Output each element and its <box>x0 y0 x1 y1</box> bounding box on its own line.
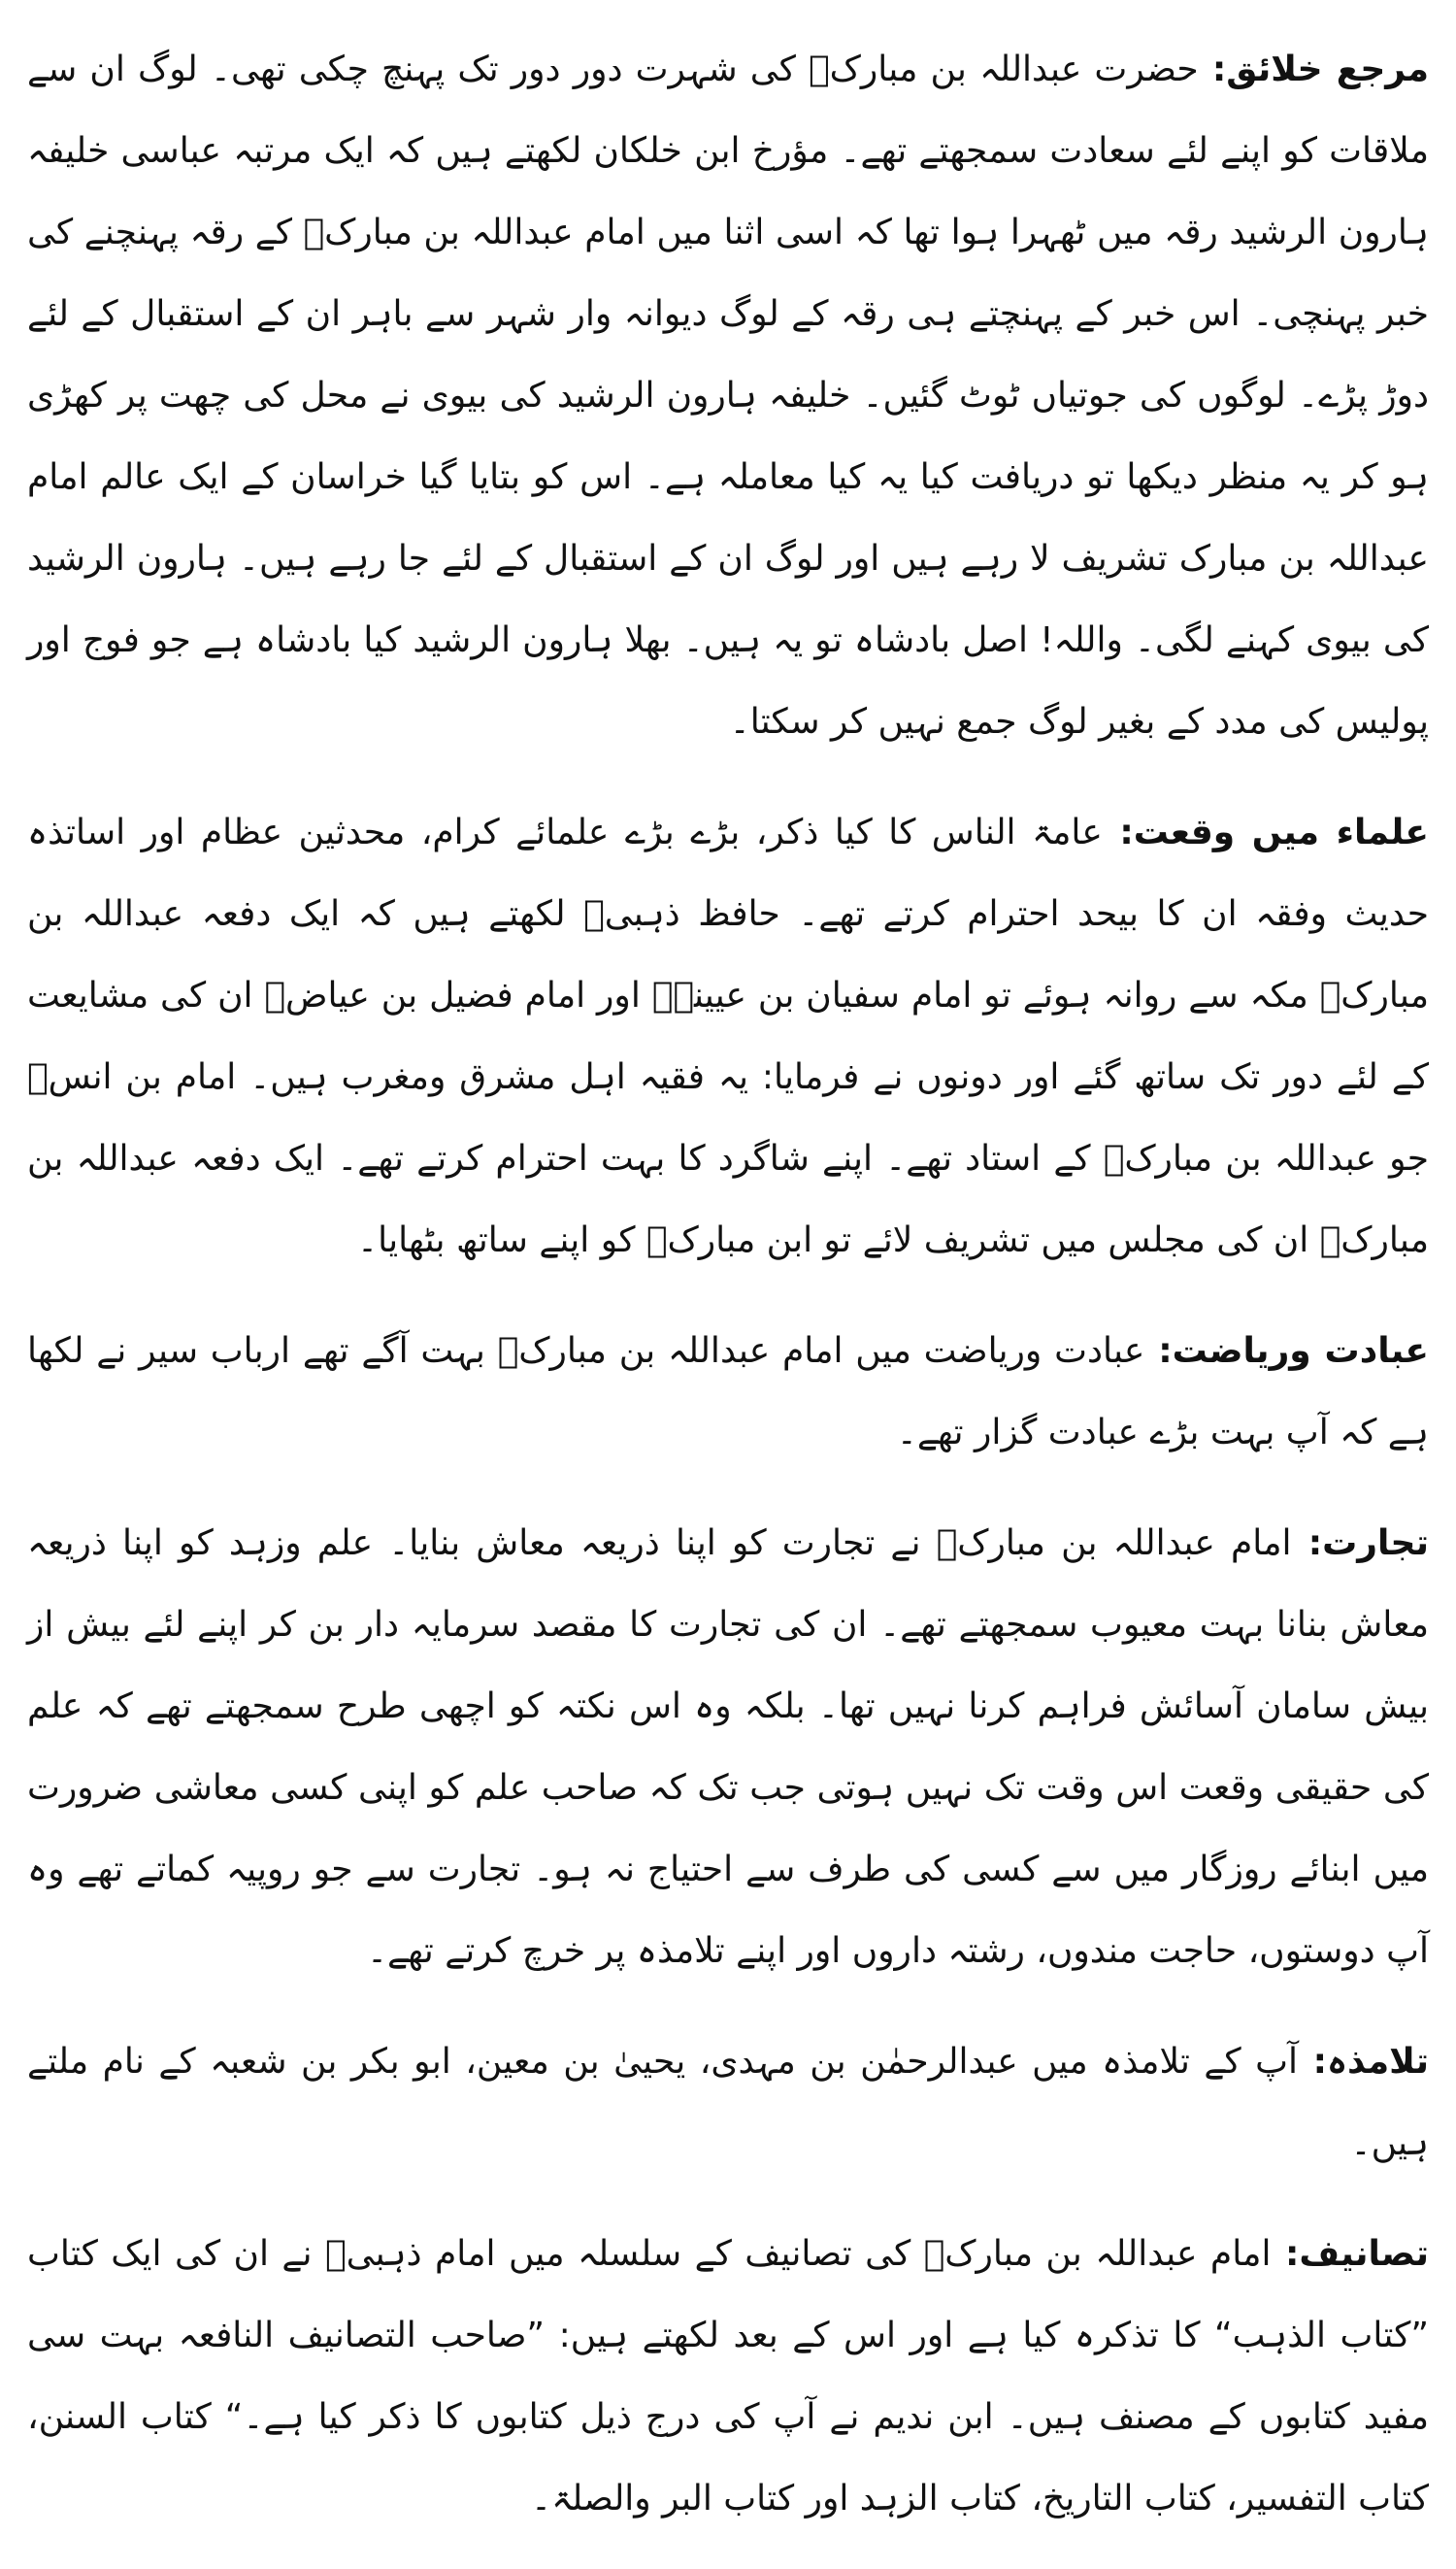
section-heading: تصانیف: <box>1271 2234 1429 2274</box>
section-heading: عبادت وریاضت: <box>1144 1331 1430 1371</box>
section-text: امام عبداللہ بن مبارکؒ کی تصانیف کے سلسلہ میں امام ذہبیؒ نے ان کی ایک کتاب ”کتاب الذہب“ کا تذکرہ کیا ہے اور اس کے بعد لکھتے ہیں: ”صاحب التصانیف النافعہ بہت سی مفید کتابوں کے مصنف ہیں۔ ابن ندیم نے آپ کی درج ذیل کتابوں کا ذکر کیا ہے۔“ کتاب السنن، کتاب التفسیر، کتاب التاریخ، کتاب الزہد اور کتاب البر والصلۃ۔ <box>27 2234 1429 2519</box>
section-ibadat-o-riyazat <box>27 1311 1429 1474</box>
document-page <box>27 29 1429 2569</box>
section-text: آپ کے تلامذہ میں عبدالرحمٰن بن مہدی، یحییٰ بن معین، ابو بکر بن شعبہ کے نام ملتے ہیں۔ <box>27 2042 1429 2163</box>
section-talamiza <box>27 2021 1429 2185</box>
section-marja-khalaiq <box>27 29 1429 763</box>
section-tasanif <box>27 2214 1429 2540</box>
section-heading: تجارت: <box>1291 1523 1430 1563</box>
section-heading: علماء میں وقعت: <box>1102 813 1429 852</box>
section-heading: تلامذہ: <box>1298 2042 1429 2082</box>
section-ulama-mein-waqat <box>27 792 1429 1282</box>
section-text: حضرت عبداللہ بن مبارکؒ کی شہرت دور دور تک پہنچ چکی تھی۔ لوگ ان سے ملاقات کو اپنے لئے سعادت سمجھتے تھے۔ مؤرخ ابن خلکان لکھتے ہیں کہ ایک مرتبہ عباسی خلیفہ ہارون الرشید رقہ میں ٹھہرا ہوا تھا کہ اسی اثنا میں امام عبداللہ بن مبارکؒ کے رقہ پہنچنے کی خبر پہنچی۔ اس خبر کے پہنچتے ہی رقہ کے لوگ دیوانہ وار شہر سے باہر ان کے استقبال کے لئے دوڑ پڑے۔ لوگوں کی جوتیاں ٹوٹ گئیں۔ خلیفہ ہارون الرشید کی بیوی نے محل کی چھت پر کھڑی ہو کر یہ منظر دیکھا تو دریافت کیا یہ کیا معاملہ ہے۔ اس کو بتایا گیا خراسان کے ایک عالم امام عبداللہ بن مبارک تشریف لا رہے ہیں اور لوگ ان کے استقبال کے لئے جا رہے ہیں۔ ہارون الرشید کی بیوی کہنے لگی۔ واللہ! اصل بادشاہ تو یہ ہیں۔ بھلا ہارون الرشید کیا بادشاہ ہے جو فوج اور پولیس کی مدد کے بغیر لوگ جمع نہیں کر سکتا۔ <box>27 50 1429 742</box>
section-text: عبادت وریاضت میں امام عبداللہ بن مبارکؒ بہت آگے تھے ارباب سیر نے لکھا ہے کہ آپ بہت بڑے عبادت گزار تھے۔ <box>27 1331 1429 1452</box>
section-heading: مرجع خلائق: <box>1198 50 1429 89</box>
section-text: امام عبداللہ بن مبارکؒ نے تجارت کو اپنا ذریعہ معاش بنایا۔ علم وزہد کو اپنا ذریعہ معاش بنانا بہت معیوب سمجھتے تھے۔ ان کی تجارت کا مقصد سرمایہ دار بن کر اپنے لئے بیش از بیش سامان آسائش فراہم کرنا نہیں تھا۔ بلکہ وہ اس نکتہ کو اچھی طرح سمجھتے تھے کہ علم کی حقیقی وقعت اس وقت تک نہیں ہوتی جب تک کہ صاحب علم کو اپنی کسی معاشی ضرورت میں ابنائے روزگار میں سے کسی کی طرف سے احتیاج نہ ہو۔ تجارت سے جو روپیہ کماتے تھے وہ آپ دوستوں، حاجت مندوں، رشتہ داروں اور اپنے تلامذہ پر خرچ کرتے تھے۔ <box>27 1523 1429 1971</box>
section-text: عامۃ الناس کا کیا ذکر، بڑے بڑے علمائے کرام، محدثین عظام اور اساتذہ حدیث وفقہ ان کا بیحد احترام کرتے تھے۔ حافظ ذہبیؒ لکھتے ہیں کہ ایک دفعہ عبداللہ بن مبارکؒ مکہ سے روانہ ہوئے تو امام سفیان بن عیینہؒ اور امام فضیل بن عیاضؒ ان کی مشایعت کے لئے دور تک ساتھ گئے اور دونوں نے فرمایا: یہ فقیہ اہل مشرق ومغرب ہیں۔ امام بن انسؒ جو عبداللہ بن مبارکؒ کے استاد تھے۔ اپنے شاگرد کا بہت احترام کرتے تھے۔ ایک دفعہ عبداللہ بن مبارکؒ ان کی مجلس میں تشریف لائے تو ابن مبارکؒ کو اپنے ساتھ بٹھایا۔ <box>27 813 1429 1260</box>
section-tijarat <box>27 1503 1429 1992</box>
